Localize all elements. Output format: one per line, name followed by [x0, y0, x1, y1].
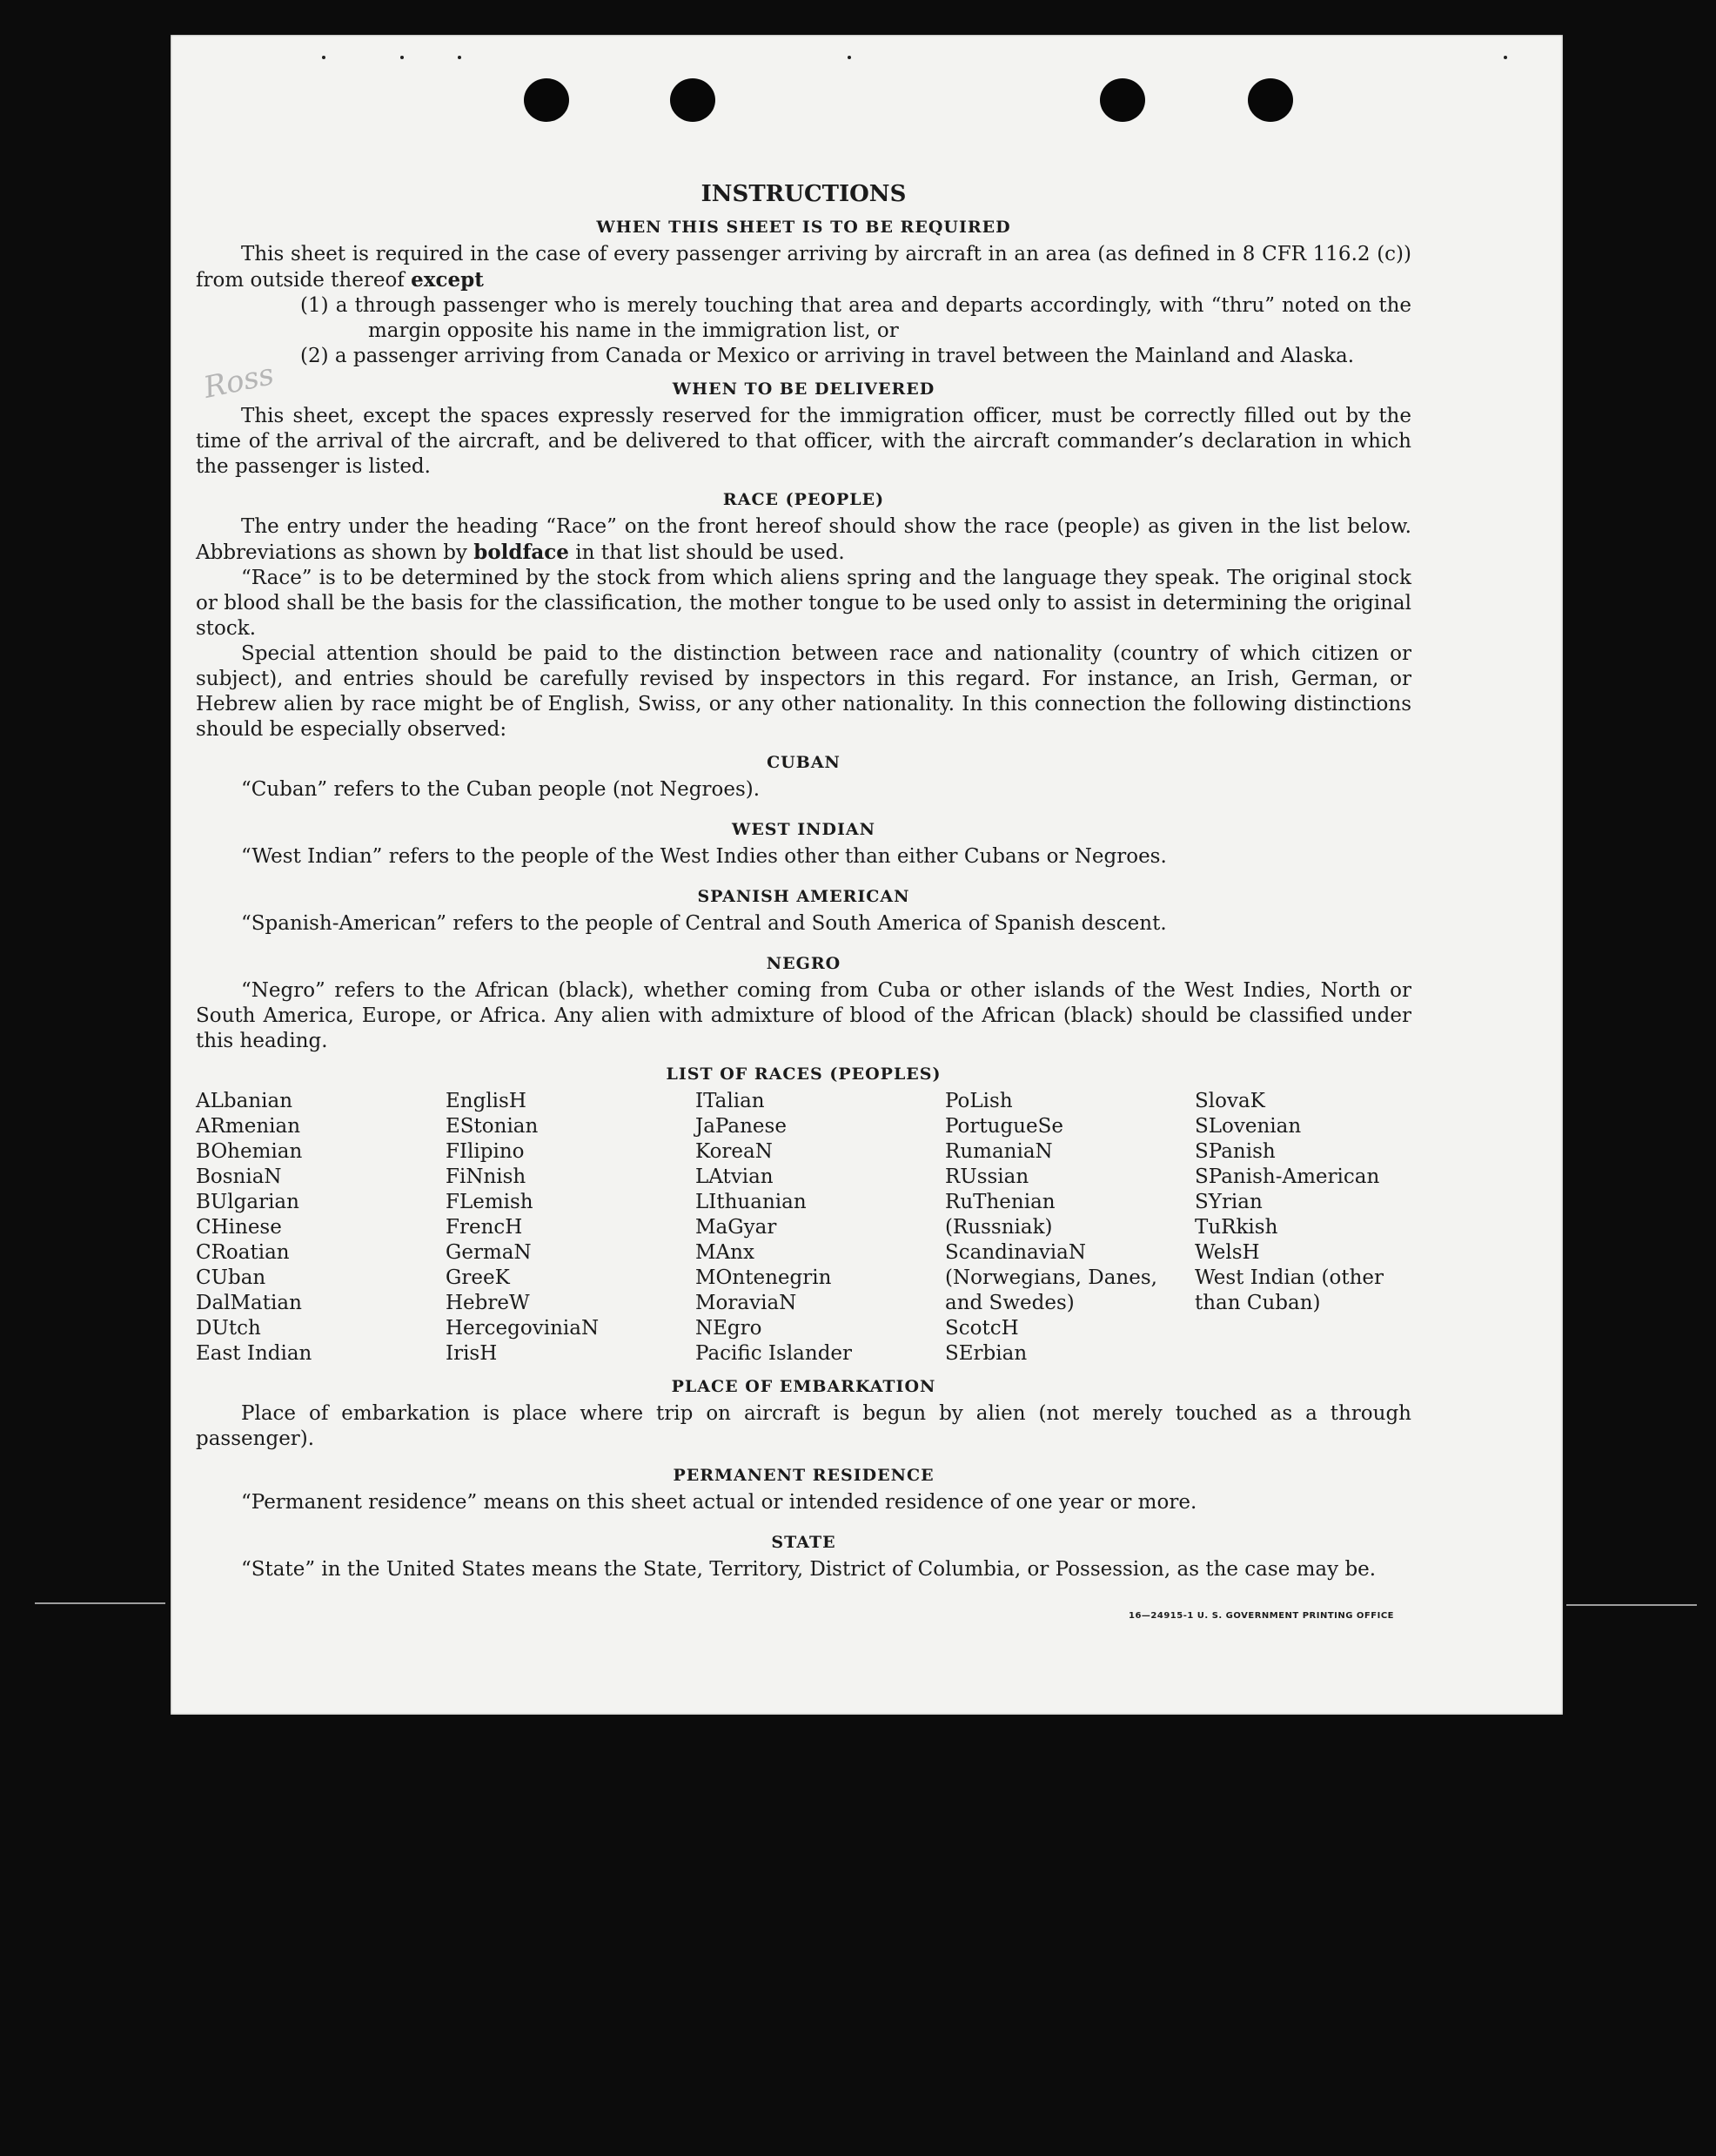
race-item: FLemish: [446, 1191, 533, 1213]
list-item-1: (1) a through passenger who is merely touching that area and departs accordingly, with “thru” noted on the margin opposite his name in the immigration list, or: [300, 294, 1411, 342]
scan-speck: [848, 56, 851, 59]
paragraph-race-1: [196, 514, 1411, 566]
race-item: RumaniaN: [945, 1140, 1053, 1163]
heading-when-delivered: WHEN TO BE DELIVERED: [672, 379, 935, 399]
pencil-annotation: Ross: [200, 357, 278, 406]
race-item: SPanish-American: [1195, 1165, 1380, 1188]
document-page: [171, 35, 1563, 1715]
race-item: IrisH: [446, 1342, 498, 1365]
race-1-text-a: The entry under the heading “Race” on the front hereof should show the race (people) as given in the list below. Abbreviations as shown by: [196, 515, 1411, 564]
race-item: SYrian: [1195, 1191, 1263, 1213]
race-item: FrencH: [446, 1216, 523, 1239]
race-item: FiNnish: [446, 1165, 526, 1188]
races-column-1: [196, 1089, 446, 1367]
heading-spanish-american: SPANISH AMERICAN: [697, 887, 910, 906]
race-item: MAnx: [695, 1241, 754, 1264]
race-item: PortugueSe: [945, 1115, 1063, 1138]
race-item: KoreaN: [695, 1140, 773, 1163]
race-item: HebreW: [446, 1292, 530, 1314]
race-item: SLovenian: [1195, 1115, 1302, 1138]
heading-state: STATE: [771, 1533, 836, 1552]
boldface-emphasis: boldface: [473, 541, 569, 564]
heading-west-indian: WEST INDIAN: [731, 820, 876, 839]
heading-embarkation: PLACE OF EMBARKATION: [671, 1377, 936, 1396]
race-item: JaPanese: [695, 1115, 787, 1138]
scan-speck: [400, 56, 404, 59]
scan-speck: [458, 56, 461, 59]
race-item: TuRkish: [1195, 1216, 1278, 1239]
scan-line-right: [1566, 1604, 1697, 1606]
heading-permanent-residence: PERMANENT RESIDENCE: [673, 1466, 935, 1485]
race-item: SPanish: [1195, 1140, 1276, 1163]
scan-line-left: [35, 1602, 165, 1604]
page-title: INSTRUCTIONS: [700, 181, 907, 207]
race-item: FIlipino: [446, 1140, 525, 1163]
race-1-text-c: in that list should be used.: [568, 541, 845, 564]
race-item: BOhemian: [196, 1140, 303, 1163]
paragraph-west-indian: “West Indian” refers to the people of the West Indies other than either Cubans or Negroes.: [241, 845, 1167, 868]
paragraph-embarkation: Place of embarkation is place where trip on aircraft is begun by alien (not merely touched as a through passenger).: [196, 1402, 1411, 1450]
race-item: ALbanian: [196, 1090, 293, 1112]
race-item: NEgro: [695, 1317, 762, 1340]
race-item: ARmenian: [196, 1115, 301, 1138]
race-item: DUtch: [196, 1317, 261, 1340]
list-item-2: (2) a passenger arriving from Canada or Mexico or arriving in travel between the Mainland and Alaska.: [300, 345, 1355, 367]
heading-list-of-races: LIST OF RACES (PEOPLES): [666, 1065, 942, 1084]
race-item: ScandinaviaN (Norwegians, Danes, and Swedes): [945, 1241, 1157, 1314]
race-item: West Indian (other than Cuban): [1195, 1266, 1384, 1314]
except-emphasis: except: [411, 268, 484, 292]
paragraph-required-text: This sheet is required in the case of every passenger arriving by aircraft in an area (as defined in 8 CFR 116.2 (c)) from outside thereof: [196, 243, 1411, 292]
punch-hole: [1100, 78, 1145, 122]
race-item: MOntenegrin: [695, 1266, 832, 1289]
paragraph-spanish-american: “Spanish-American” refers to the people of Central and South America of Spanish descent.: [241, 912, 1167, 935]
race-item: PoLish: [945, 1090, 1013, 1112]
race-item: WelsH: [1195, 1241, 1260, 1264]
punch-hole: [1248, 78, 1293, 122]
races-column-2: [446, 1089, 695, 1367]
races-column-3: [695, 1089, 945, 1367]
race-item: GermaN: [446, 1241, 532, 1264]
punch-hole: [670, 78, 715, 122]
heading-negro: NEGRO: [766, 954, 841, 973]
race-item: LIthuanian: [695, 1191, 807, 1213]
race-item: Pacific Islander: [695, 1342, 853, 1365]
scan-speck: [1504, 56, 1507, 59]
race-item: MoraviaN: [695, 1292, 797, 1314]
races-column-4: [945, 1089, 1195, 1367]
paragraph-negro: “Negro” refers to the African (black), whether coming from Cuba or other islands of the West Indies, North or South America, Europe, or Africa. Any alien with admixture of blood of the African (black) should be classified under this heading.: [196, 979, 1411, 1052]
races-column-5: [1195, 1089, 1430, 1367]
race-item: DalMatian: [196, 1292, 302, 1314]
paragraph-race-3: Special attention should be paid to the distinction between race and nationality (country of which citizen or subject), and entries should be carefully revised by inspectors in this regard. For instance, an Irish, German, or Hebrew alien by race might be of English, Swiss, or any other nationality. In this connection the following distinctions should be especially observed:: [196, 642, 1411, 741]
race-item: BosniaN: [196, 1165, 282, 1188]
heading-when-required: WHEN THIS SHEET IS TO BE REQUIRED: [596, 218, 1011, 237]
race-item: RuThenian (Russniak): [945, 1191, 1056, 1239]
race-item: CUban: [196, 1266, 266, 1289]
paragraph-permanent-residence: “Permanent residence” means on this sheet actual or intended residence of one year or more.: [241, 1491, 1197, 1514]
race-item: LAtvian: [695, 1165, 774, 1188]
race-item: MaGyar: [695, 1216, 777, 1239]
race-item: CRoatian: [196, 1241, 290, 1264]
heading-race: RACE (PEOPLE): [722, 490, 885, 509]
heading-cuban: CUBAN: [767, 753, 841, 772]
paragraph-required: [196, 242, 1411, 293]
race-item: HercegoviniaN: [446, 1317, 600, 1340]
paragraph-cuban: “Cuban” refers to the Cuban people (not Negroes).: [241, 778, 761, 801]
race-item: SErbian: [945, 1342, 1028, 1365]
race-item: ITalian: [695, 1090, 765, 1112]
race-item: EnglisH: [446, 1090, 526, 1112]
paragraph-race-2: “Race” is to be determined by the stock from which aliens spring and the language they speak. The original stock or blood shall be the basis for the classification, the mother tongue to be used only to assist in determining the original stock.: [196, 567, 1411, 640]
race-item: SlovaK: [1195, 1090, 1265, 1112]
race-item: BUlgarian: [196, 1191, 299, 1213]
race-item: GreeK: [446, 1266, 510, 1289]
race-item: CHinese: [196, 1216, 282, 1239]
scan-speck: [322, 56, 325, 59]
paragraph-state: “State” in the United States means the State, Territory, District of Columbia, or Possession, as the case may be.: [241, 1558, 1377, 1581]
printing-office-footer: 16—24915-1 U. S. GOVERNMENT PRINTING OFFICE: [1129, 1611, 1394, 1621]
races-list: [196, 1089, 1411, 1367]
paragraph-delivered: This sheet, except the spaces expressly reserved for the immigration officer, must be correctly filled out by the time of the arrival of the aircraft, and be delivered to that officer, with the aircraft commander’s declaration in which the passenger is listed.: [196, 405, 1411, 478]
race-item: ScotcH: [945, 1317, 1019, 1340]
punch-hole: [524, 78, 569, 122]
race-item: EStonian: [446, 1115, 539, 1138]
race-item: East Indian: [196, 1342, 312, 1365]
race-item: RUssian: [945, 1165, 1029, 1188]
